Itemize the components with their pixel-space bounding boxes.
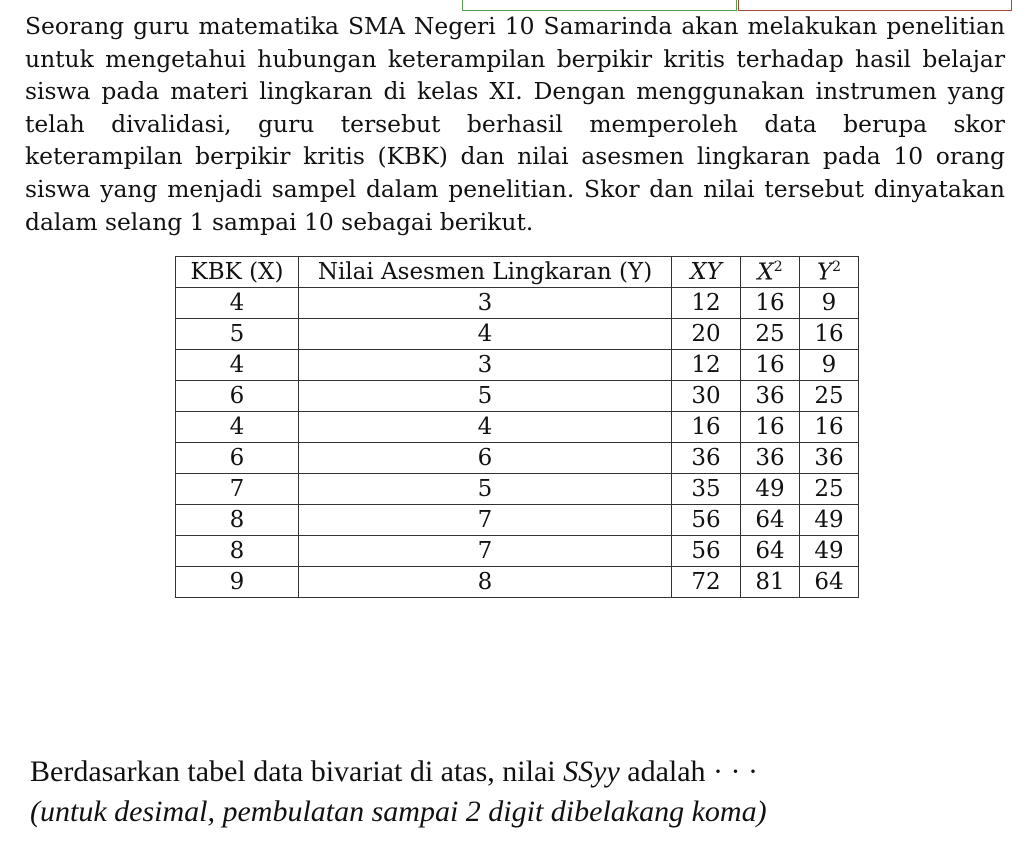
table-body (176, 288, 859, 598)
table-cell: 30 (672, 381, 741, 412)
table-cell: 64 (741, 536, 800, 567)
table-cell: 16 (672, 412, 741, 443)
table-row (176, 505, 859, 536)
table-row (176, 288, 859, 319)
header-kbk: KBK (X) (176, 257, 299, 288)
table-row (176, 319, 859, 350)
table-cell: 7 (299, 536, 672, 567)
table-cell: 4 (299, 319, 672, 350)
header-nilai: Nilai Asesmen Lingkaran (Y) (299, 257, 672, 288)
table-cell: 36 (800, 443, 859, 474)
table-cell: 36 (741, 381, 800, 412)
table-cell: 16 (741, 412, 800, 443)
table-cell: 9 (800, 288, 859, 319)
header-x-squared: $X^2$ (741, 257, 800, 288)
table-cell: 16 (800, 412, 859, 443)
table-cell: 5 (176, 319, 299, 350)
table-cell: 3 (299, 288, 672, 319)
header-xy: XY (672, 257, 741, 288)
bivariate-data-table (175, 256, 859, 598)
table-cell: 20 (672, 319, 741, 350)
intro-paragraph: Seorang guru matematika SMA Negeri 10 Samarinda akan melakukan penelitian untuk mengetahui hubungan keterampilan berpikir kritis terhadap hasil belajar siswa pada materi lingkaran di kelas XI. Dengan menggunakan instrumen yang telah divalidasi, guru tersebut berhasil memperoleh data berupa skor keterampilan berpikir kritis (KBK) dan nilai asesmen lingkaran pada 10 orang siswa yang menjadi sampel dalam penelitian. Skor dan nilai tersebut dinyatakan dalam selang 1 sampai 10 sebagai berikut. (25, 12, 1005, 236)
table-cell: 49 (800, 505, 859, 536)
table-cell: 12 (672, 288, 741, 319)
table-cell: 16 (800, 319, 859, 350)
table-cell: 5 (299, 474, 672, 505)
question-text (30, 752, 1010, 832)
table-cell: 35 (672, 474, 741, 505)
table-cell: 9 (176, 567, 299, 598)
table-cell: 25 (800, 381, 859, 412)
table-cell: 4 (176, 350, 299, 381)
table-cell: 6 (176, 443, 299, 474)
ssyy-symbol: SSyy (563, 755, 620, 788)
table-row (176, 536, 859, 567)
table-cell: 64 (800, 567, 859, 598)
table-cell: 4 (299, 412, 672, 443)
table-cell: 4 (176, 412, 299, 443)
table-cell: 56 (672, 505, 741, 536)
table-cell: 56 (672, 536, 741, 567)
table-cell: 25 (741, 319, 800, 350)
table-cell: 49 (800, 536, 859, 567)
table-cell: 5 (299, 381, 672, 412)
question-tail: adalah · · · (619, 755, 759, 788)
table-cell: 49 (741, 474, 800, 505)
table-cell: 81 (741, 567, 800, 598)
table-cell: 12 (672, 350, 741, 381)
table-row (176, 350, 859, 381)
table-cell: 7 (176, 474, 299, 505)
table-cell: 16 (741, 288, 800, 319)
table-cell: 6 (176, 381, 299, 412)
table-row (176, 412, 859, 443)
table-cell: 4 (176, 288, 299, 319)
table-row (176, 567, 859, 598)
table-cell: 8 (176, 505, 299, 536)
table-cell: 8 (176, 536, 299, 567)
table-cell: 3 (299, 350, 672, 381)
table-cell: 72 (672, 567, 741, 598)
rounding-note: (untuk desimal, pembulatan sampai 2 digit dibelakang koma) (30, 795, 767, 828)
table-cell: 25 (800, 474, 859, 505)
table-row (176, 474, 859, 505)
table-cell: 6 (299, 443, 672, 474)
table-cell: 7 (299, 505, 672, 536)
table-row (176, 381, 859, 412)
header-y-squared: $Y^2$ (800, 257, 859, 288)
table-cell: 8 (299, 567, 672, 598)
table-header-row (176, 257, 859, 288)
table-row (176, 443, 859, 474)
table-cell: 36 (741, 443, 800, 474)
table-cell: 16 (741, 350, 800, 381)
question-lead: Berdasarkan tabel data bivariat di atas, nilai (30, 755, 564, 788)
table-cell: 64 (741, 505, 800, 536)
table-cell: 9 (800, 350, 859, 381)
table-cell: 36 (672, 443, 741, 474)
